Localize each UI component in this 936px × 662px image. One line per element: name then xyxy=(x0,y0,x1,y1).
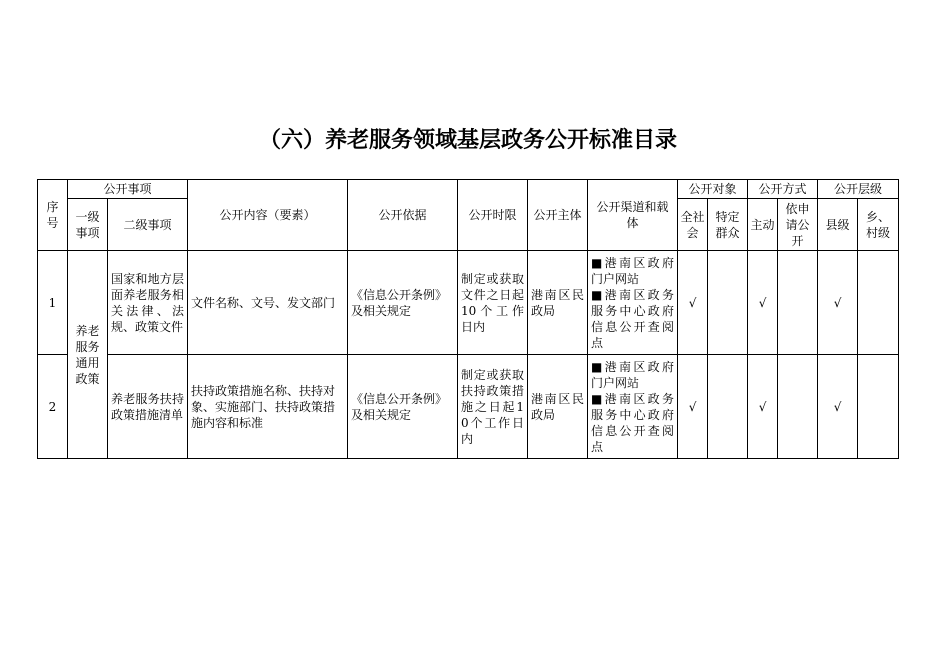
table-row xyxy=(38,355,899,459)
header-channel: 公开渠道和载体 xyxy=(588,180,678,251)
header-level-town: 乡、村级 xyxy=(858,199,899,251)
check-target-specific xyxy=(708,355,748,459)
header-level2: 二级事项 xyxy=(108,199,188,251)
row-level1: 养老服务通用政策 xyxy=(68,251,108,459)
header-level-group: 公开层级 xyxy=(818,180,899,199)
check-level-county: √ xyxy=(818,251,858,355)
catalog-table xyxy=(37,179,899,459)
row-subject: 港南区民政局 xyxy=(528,355,588,459)
row-subject: 港南区民政局 xyxy=(528,251,588,355)
row-basis: 《信息公开条例》及相关规定 xyxy=(348,355,458,459)
header-subject: 公开主体 xyxy=(528,180,588,251)
channel-portal: ■港南区政府门户网站 xyxy=(591,255,675,286)
header-content: 公开内容（要素） xyxy=(188,180,348,251)
check-method-active: √ xyxy=(748,355,778,459)
row-level2: 养老服务扶持政策措施清单 xyxy=(108,355,188,459)
row-content: 扶持政策措施名称、扶持对象、实施部门、扶持政策措施内容和标准 xyxy=(188,355,348,459)
check-target-all: √ xyxy=(678,355,708,459)
channel-service-center: ■港南区政务服务中心政府信息公开查阅点 xyxy=(591,391,675,454)
header-time-limit: 公开时限 xyxy=(458,180,528,251)
check-level-town xyxy=(858,251,899,355)
header-level1: 一级事项 xyxy=(68,199,108,251)
header-item-group: 公开事项 xyxy=(68,180,188,199)
check-method-active: √ xyxy=(748,251,778,355)
header-method-group: 公开方式 xyxy=(748,180,818,199)
table-row xyxy=(38,251,899,355)
header-method-request: 依申请公开 xyxy=(778,199,818,251)
channel-service-center: ■港南区政务服务中心政府信息公开查阅点 xyxy=(591,287,675,350)
row-level2: 国家和地方层面养老服务相关法律、法规、政策文件 xyxy=(108,251,188,355)
header-method-active: 主动 xyxy=(748,199,778,251)
row-channel xyxy=(588,355,678,459)
header-row-1 xyxy=(38,180,899,199)
header-target-group: 公开对象 xyxy=(678,180,748,199)
row-time-limit: 制定或获取扶持政策措施之日起10个工作日内 xyxy=(458,355,528,459)
check-level-county: √ xyxy=(818,355,858,459)
row-content: 文件名称、文号、发文部门 xyxy=(188,251,348,355)
channel-portal: ■港南区政府门户网站 xyxy=(591,359,675,390)
check-target-all: √ xyxy=(678,251,708,355)
check-method-request xyxy=(778,355,818,459)
row-seq: 2 xyxy=(38,355,68,459)
row-basis: 《信息公开条例》及相关规定 xyxy=(348,251,458,355)
check-level-town xyxy=(858,355,899,459)
row-channel xyxy=(588,251,678,355)
header-seq: 序号 xyxy=(38,180,68,251)
row-seq: 1 xyxy=(38,251,68,355)
row-time-limit: 制定或获取文件之日起10个工作日内 xyxy=(458,251,528,355)
header-level-county: 县级 xyxy=(818,199,858,251)
page-title: （六）养老服务领域基层政务公开标准目录 xyxy=(258,127,677,153)
check-target-specific xyxy=(708,251,748,355)
header-basis: 公开依据 xyxy=(348,180,458,251)
header-target-specific: 特定群众 xyxy=(708,199,748,251)
header-target-all: 全社会 xyxy=(678,199,708,251)
check-method-request xyxy=(778,251,818,355)
